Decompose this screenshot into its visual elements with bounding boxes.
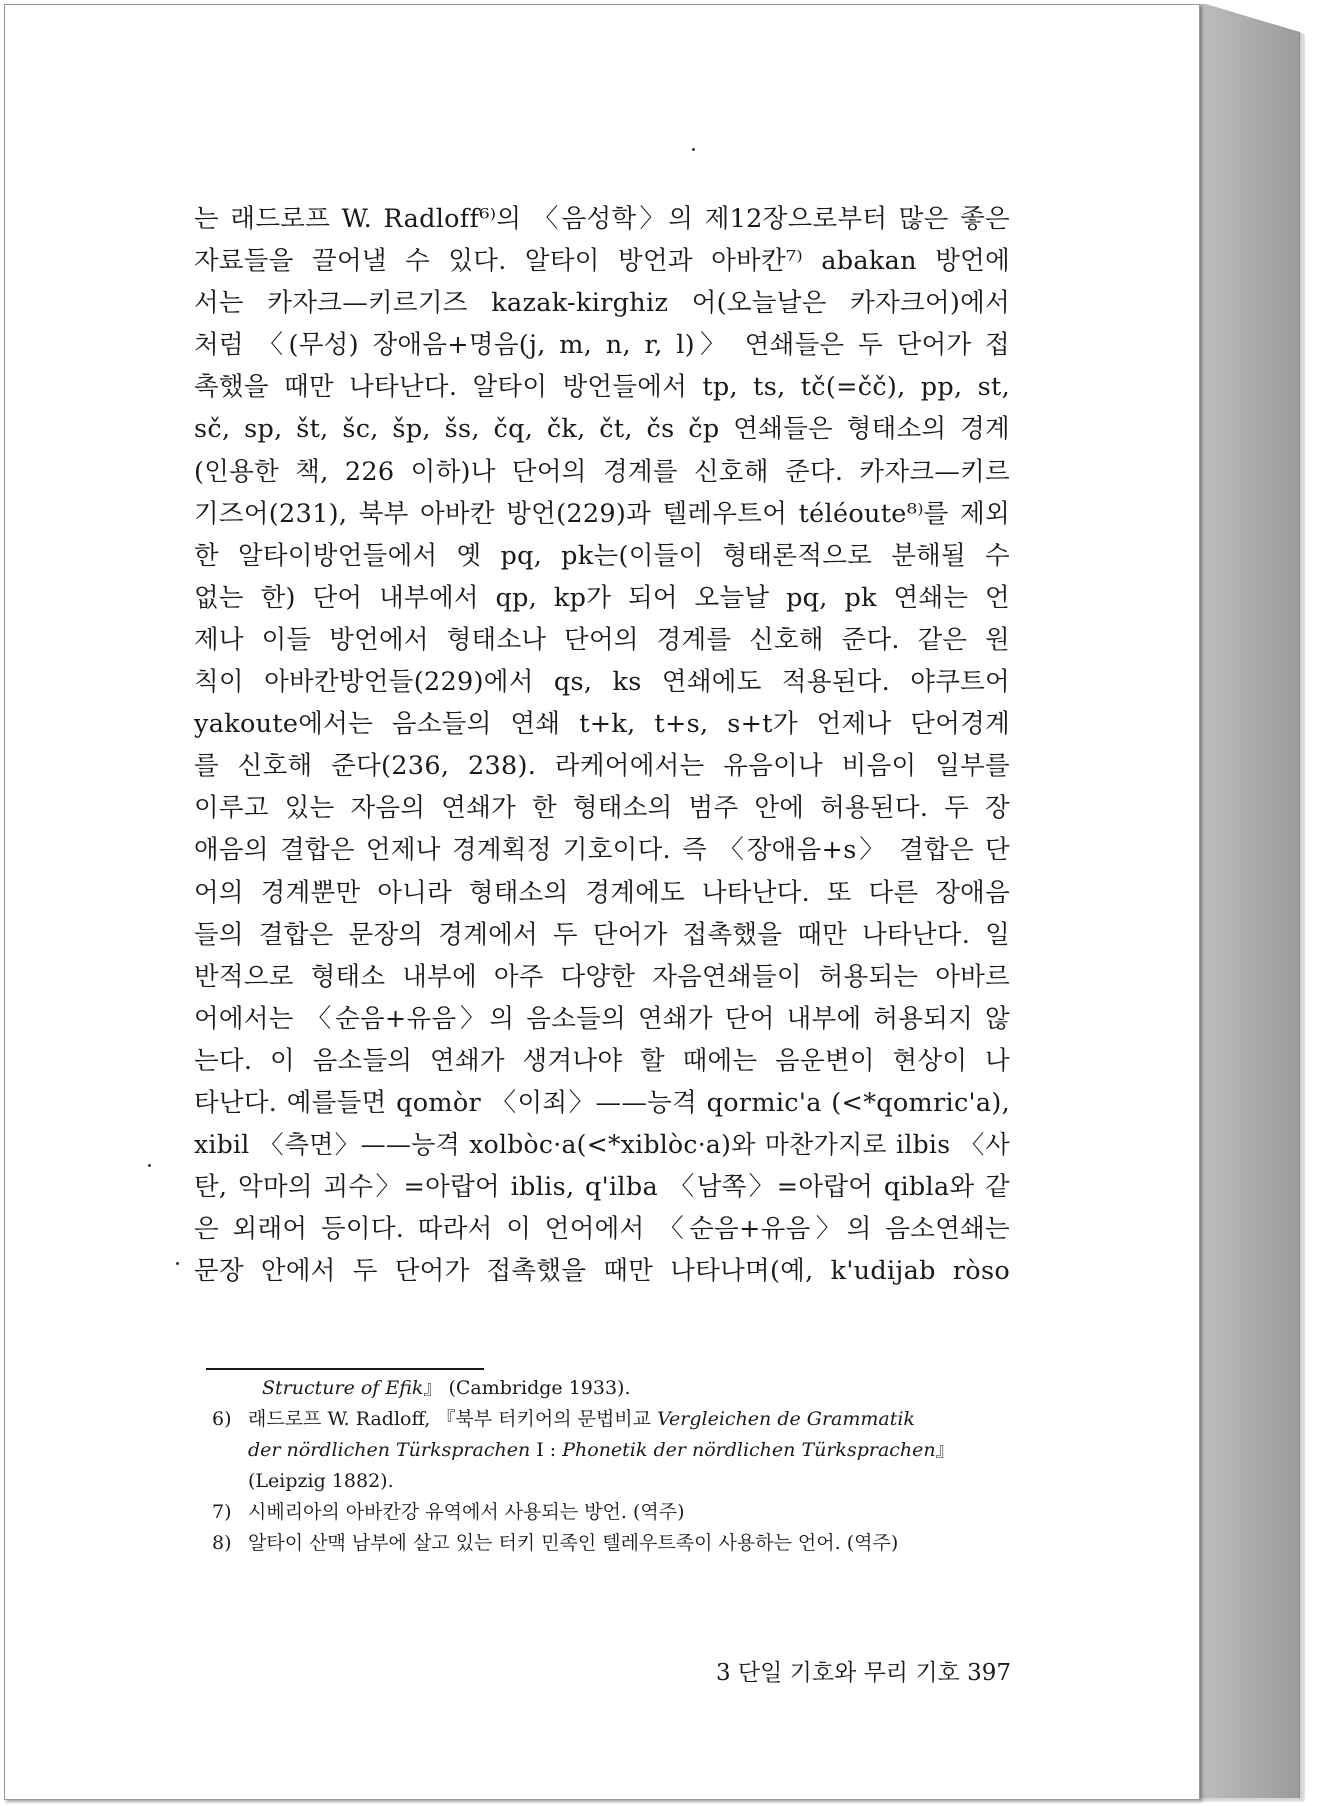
body-line: 기즈어(231), 북부 아바칸 방언(229)과 텔레우트어 téléoute⁸⁾를 제외: [194, 498, 1010, 529]
footnote-title-italic: Vergleichen de Grammatik: [657, 1408, 915, 1430]
footnotes: [212, 1373, 1022, 1559]
body-line: 촉했을 때만 나타난다. 알타이 방언들에서 tp, ts, tč(=čč), pp, st,: [194, 372, 1010, 403]
body-line: 는다. 이 음소들의 연쇄가 생겨나야 할 때에는 음운변이 현상이 나: [194, 1045, 1010, 1076]
body-line: xibil 〈측면〉——능격 xolbòc·a(<*xiblòc·a)와 마찬가지로 ilbis 〈사: [194, 1130, 1010, 1160]
body-line: 이루고 있는 자음의 연쇄가 한 형태소의 범주 안에 허용된다. 두 장: [194, 793, 1010, 824]
footnote-number: 8): [212, 1532, 232, 1554]
scan-speck: [176, 1262, 179, 1265]
body-line: 처럼 〈(무성) 장애음+명음(j, m, n, r, l)〉 연쇄들은 두 단어가 접: [194, 330, 1010, 361]
scan-speck: [148, 1164, 151, 1167]
body-line: sč, sp, št, šc, šp, šs, čq, čk, čt, čs čp 연쇄들은 형태소의 경계: [194, 414, 1010, 445]
main-body-text: [194, 198, 1010, 1292]
body-line: 를 신호해 준다(236, 238). 라케어에서는 유음이나 비음이 일부를: [194, 751, 1010, 782]
body-line: 문장 안에서 두 단어가 접촉했을 때만 나타나며(예, k'udijab ròso: [194, 1256, 1010, 1287]
footnote-6-line2: [212, 1435, 1022, 1466]
footnote-book-title: Structure of Efik: [262, 1377, 424, 1399]
footnote-number: 7): [212, 1501, 232, 1523]
body-line: 자료들을 끌어낼 수 있다. 알타이 방언과 아바칸⁷⁾ abakan 방언에: [194, 246, 1010, 277]
footnote-separator: [206, 1368, 484, 1370]
body-line: 탄, 악마의 괴수〉=아랍어 iblis, q'ilba 〈남쪽〉=아랍어 qibla와 같: [194, 1172, 1010, 1203]
footnote-continuation: [212, 1373, 1022, 1404]
footnote-place-year: (Leipzig 1882).: [248, 1470, 394, 1492]
footnote-text: 시베리아의 아바칸강 유역에서 사용되는 방언. (역주): [248, 1501, 685, 1523]
footnote-title-italic: der nördlichen Türksprachen: [248, 1439, 531, 1461]
body-line: 타난다. 예를들면 qomòr 〈이죄〉——능격 qormic'a (<*qomric'a),: [194, 1087, 1010, 1118]
body-line: 칙이 아바칸방언들(229)에서 qs, ks 연쇄에도 적용된다. 야쿠트어: [194, 667, 1010, 698]
footnote-text: [248, 1435, 955, 1466]
footnote-number: 6): [212, 1408, 232, 1430]
body-line: 는 래드로프 W. Radloff⁶⁾의 〈음성학〉의 제12장으로부터 많은 좋은: [194, 204, 1010, 234]
page-stack-edge: [1199, 4, 1300, 1798]
footnote-text: 알타이 산맥 남부에 살고 있는 터키 민족인 텔레우트족이 사용하는 언어. (역주): [248, 1532, 899, 1554]
running-footer-page-number: 3 단일 기호와 무리 기호 397: [715, 1660, 1011, 1686]
body-line: 서는 카자크—키르기즈 kazak-kirghiz 어(오늘날은 카자크어)에서: [194, 288, 1010, 319]
footnote-title-close: 』: [935, 1439, 955, 1461]
body-line: 없는 한) 단어 내부에서 qp, kp가 되어 오늘날 pq, pk 연쇄는 언: [194, 582, 1010, 613]
footnote-publisher: (Cambridge 1933).: [442, 1377, 631, 1399]
body-line: (인용한 책, 226 이하)나 단어의 경계를 신호해 준다. 카자크—키르: [194, 456, 1010, 487]
footnote-6: [212, 1404, 1022, 1435]
body-line: 제나 이들 방언에서 형태소나 단어의 경계를 신호해 준다. 같은 원: [194, 624, 1010, 655]
body-line: 한 알타이방언들에서 옛 pq, pk는(이들이 형태론적으로 분해될 수: [194, 540, 1010, 571]
footnote-text: [248, 1404, 915, 1435]
body-line: 은 외래어 등이다. 따라서 이 언어에서 〈순음+유음〉의 음소연쇄는: [194, 1214, 1010, 1245]
body-line: 반적으로 형태소 내부에 아주 다양한 자음연쇄들이 허용되는 아바르: [194, 961, 1010, 992]
footnote-volume: Ⅰ :: [530, 1439, 563, 1461]
footnote-6-line3: [212, 1466, 1022, 1497]
footnote-8: [212, 1528, 1022, 1559]
footnote-7: [212, 1497, 1022, 1528]
body-line: 애음의 결합은 언제나 경계획정 기호이다. 즉 〈장애음+s〉 결합은 단: [194, 835, 1010, 866]
footnote-subtitle-italic: Phonetik der nördlichen Türksprachen: [562, 1439, 936, 1461]
footnote-title-close: 』: [423, 1377, 443, 1399]
body-line: 어의 경계뿐만 아니라 형태소의 경계에도 나타난다. 또 다른 장애음: [194, 877, 1010, 908]
body-line: 들의 결합은 문장의 경계에서 두 단어가 접촉했을 때만 나타난다. 일: [194, 919, 1010, 950]
scan-speck: [692, 148, 695, 151]
body-line: yakoute에서는 음소들의 연쇄 t+k, t+s, s+t가 언제나 단어경계: [194, 709, 1010, 740]
footnote-author: 래드로프 W. Radloff, 『북부 터키어의 문법비교: [248, 1408, 658, 1430]
body-line: 어에서는 〈순음+유음〉의 음소들의 연쇄가 단어 내부에 허용되지 않: [194, 1003, 1010, 1034]
